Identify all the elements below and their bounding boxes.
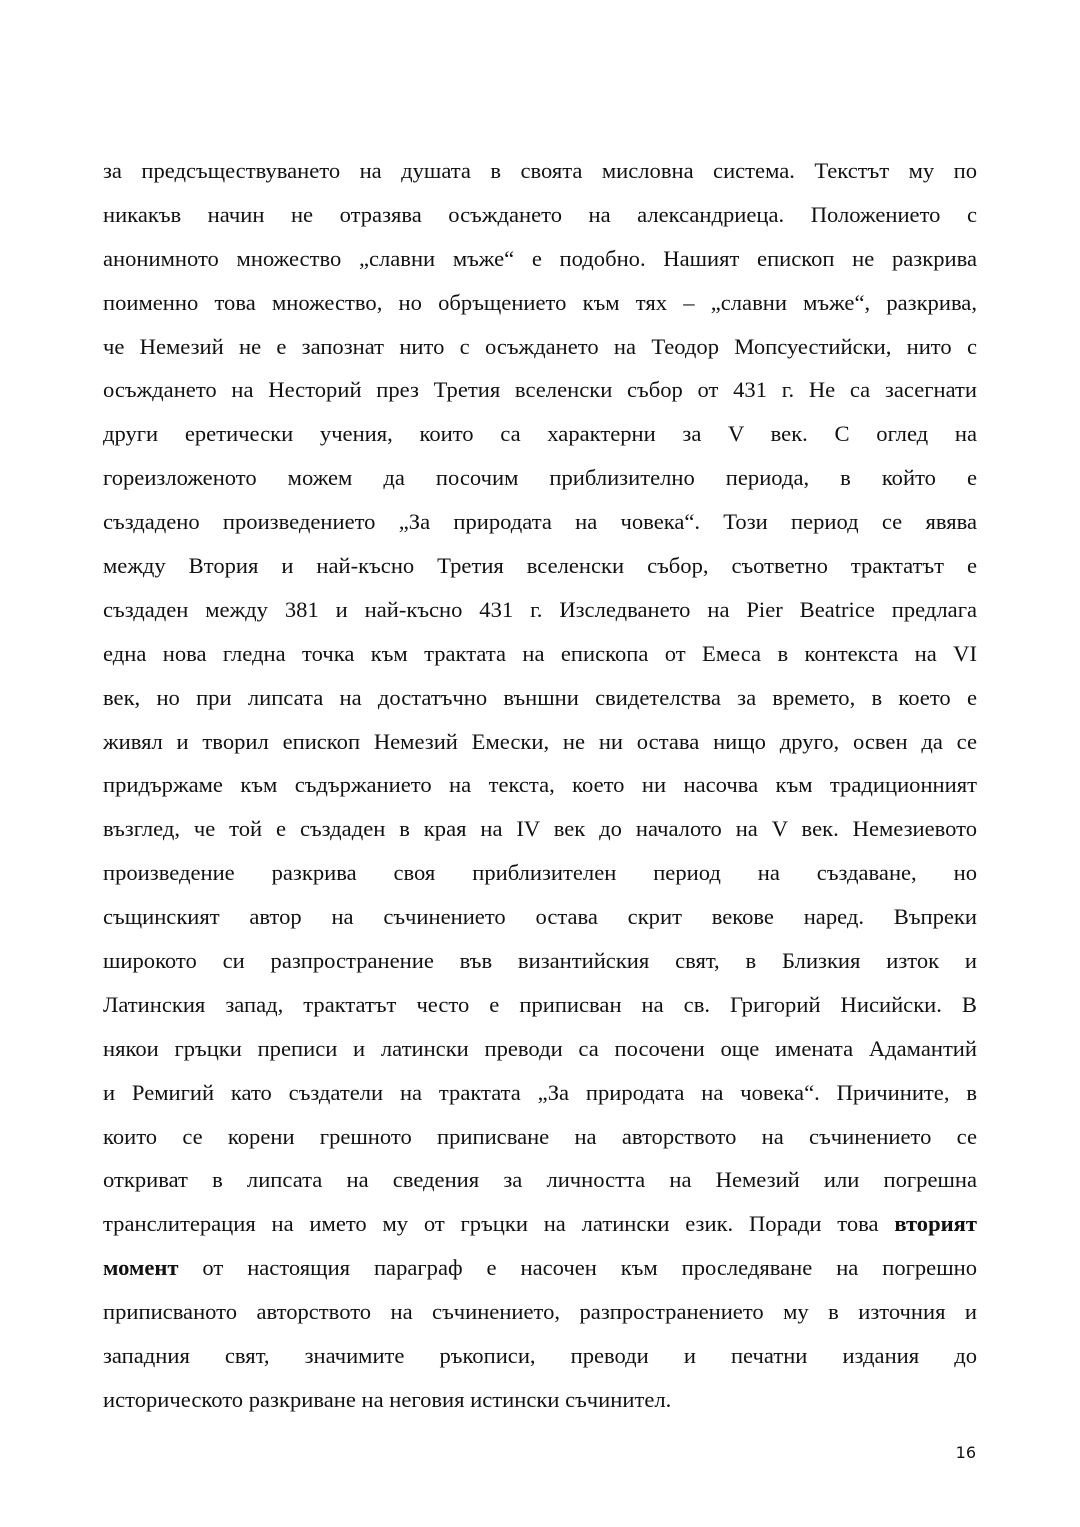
text-line: други еретически учения, които са характерни за V век. С оглед на — [103, 421, 977, 447]
text-line-with-bold — [103, 1202, 977, 1246]
text-line-with-bold — [103, 1246, 977, 1290]
text-line: поименно това множество, но обръщението към тях – „славни мъже“, разкрива, — [103, 289, 977, 315]
text-line: една нова гледна точка към трактата на епископа от Емеса в контекста на VI — [103, 640, 977, 666]
text-line: за предсъществуването на душата в своята мисловна система. Текстът му по — [103, 158, 977, 183]
body-paragraph — [103, 149, 977, 1422]
text-line: произведение разкрива своя приблизителен период на създаване, но — [103, 860, 977, 886]
text-segment: от настоящия параграф е насочен към проследяване на погрешно — [178, 1255, 977, 1281]
text-line: че Немезий не е запознат нито с осъждането на Теодор Мопсуестийски, нито с — [103, 333, 977, 359]
text-line: живял и творил епископ Немезий Емески, не ни остава нищо друго, освен да се — [103, 728, 977, 754]
text-line: Латинския запад, трактатът често е приписван на св. Григорий Нисийски. В — [103, 991, 977, 1017]
text-line: същинският автор на съчинението остава скрит векове наред. Въпреки — [103, 904, 977, 930]
text-line: и Ремигий като създатели на трактата „За природата на човека“. Причините, в — [103, 1079, 977, 1105]
text-line: гореизложеното можем да посочим приблизително периода, в който е — [103, 465, 977, 491]
text-line: западния свят, значимите ръкописи, преводи и печатни издания до — [103, 1343, 977, 1369]
text-line: създадено произведението „За природата на човека“. Този период се явява — [103, 509, 977, 535]
text-line: осъждането на Несторий през Третия вселенски събор от 431 г. Не са засегнати — [103, 377, 977, 403]
text-line: никакъв начин не отразява осъждането на александриеца. Положението с — [103, 201, 977, 227]
text-line: откриват в липсата на сведения за личността на Немезий или погрешна — [103, 1167, 977, 1193]
page-number: 16 — [955, 1443, 976, 1462]
text-line: създаден между 381 и най-късно 431 г. Изследването на Pier Beatrice предлага — [103, 596, 977, 622]
bold-emphasis: вторият — [894, 1211, 977, 1237]
text-line: които се корени грешното приписване на авторството на съчинението се — [103, 1123, 977, 1149]
text-line: приписваното авторството на съчинението, разпространението му в източния и — [103, 1299, 977, 1325]
bold-emphasis: момент — [103, 1255, 179, 1281]
text-line: широкото си разпространение във византийския свят, в Близкия изток и — [103, 948, 977, 974]
text-line: век, но при липсата на достатъчно външни свидетелства за времето, в което е — [103, 684, 977, 710]
text-line: между Втория и най-късно Третия вселенски събор, съответно трактатът е — [103, 553, 977, 579]
text-segment: транслитерация на името му от гръцки на латински език. Поради това — [103, 1211, 895, 1237]
text-line: възглед, че той е създаден в края на IV век до началото на V век. Немезиевото — [103, 816, 977, 842]
text-line: придържаме към съдържанието на текста, което ни насочва към традиционният — [103, 772, 977, 798]
text-line-last: историческото разкриване на неговия истински съчинител. — [103, 1386, 672, 1412]
text-line: анонимното множество „славни мъже“ е подобно. Нашият епископ не разкрива — [103, 245, 977, 271]
text-line: някои гръцки преписи и латински преводи са посочени още имената Адамантий — [103, 1035, 977, 1061]
